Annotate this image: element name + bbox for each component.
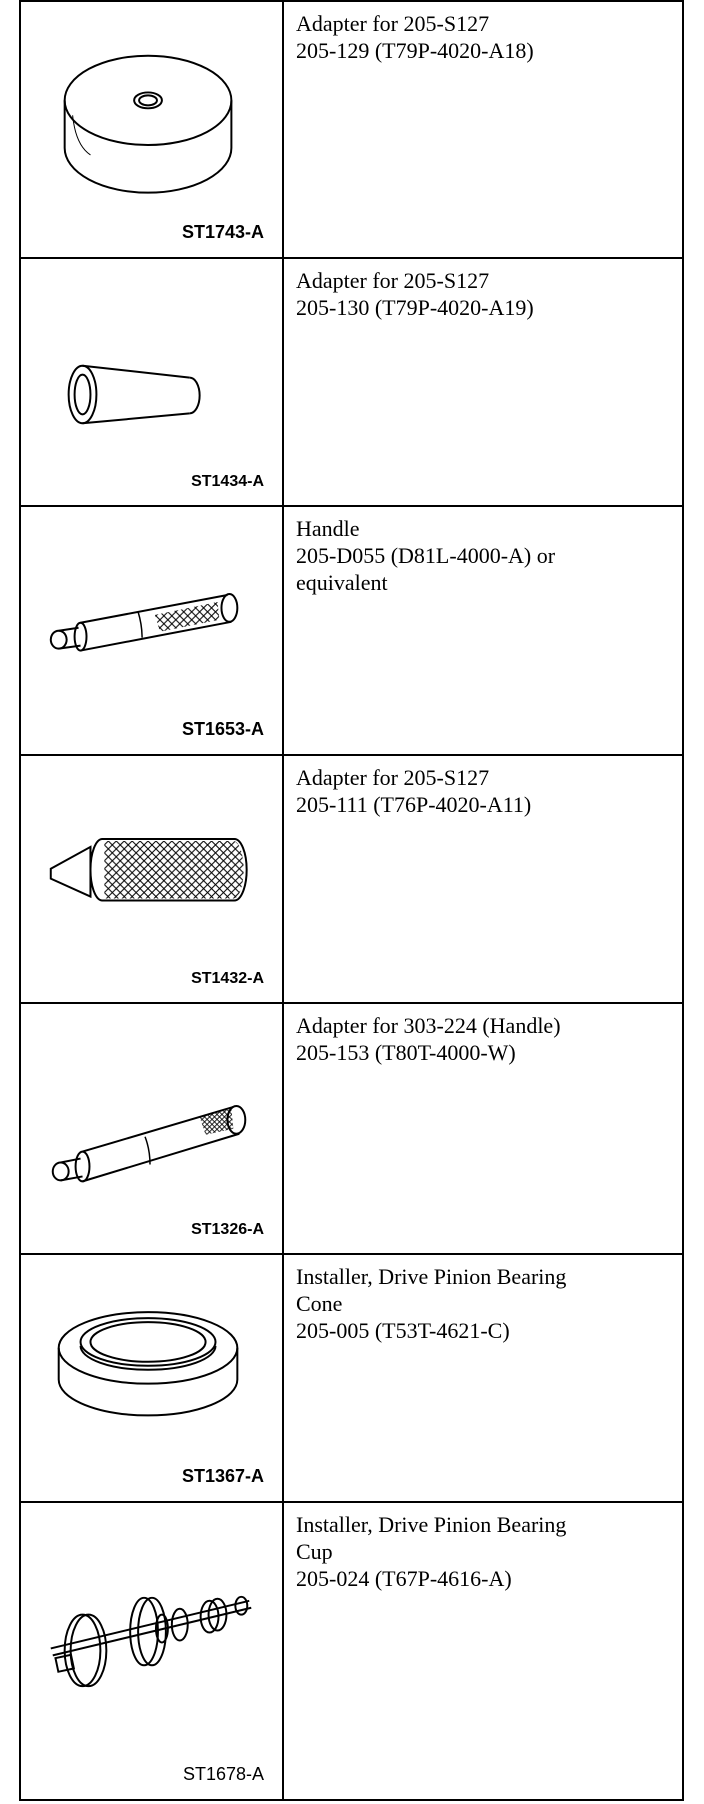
description-line: Adapter for 205-S127 [296,268,490,294]
tool-description [283,1003,683,1254]
description-line: Installer, Drive Pinion Bearing [296,1512,567,1538]
description-line: equivalent [296,569,388,595]
figure-code: ST1434-A [191,472,264,490]
tool-description [283,1,683,258]
description-line: Cup [296,1539,333,1565]
description-line: 205-129 (T79P-4020-A18) [296,38,534,63]
tool-illustration-cell [20,1254,283,1502]
tool-description [283,755,683,1003]
tool-row [20,1,683,258]
description-line: Installer, Drive Pinion Bearing [296,1263,567,1289]
figure-code: ST1367-A [181,1466,264,1487]
tool-illustration-cell [20,1502,283,1800]
tool-illustration-cell [20,1,283,258]
tool-description [283,1502,683,1800]
bearing-cone-installer-illustration [21,1255,282,1501]
figure-code: ST1678-A [182,1764,264,1784]
figure-code: ST1326-A [191,1220,264,1238]
description-line: 205-111 (T76P-4020-A11) [296,791,532,817]
tool-row [20,506,683,755]
special-tools-table [19,0,684,1801]
description-line: Adapter for 303-224 (Handle) [296,1013,561,1039]
tool-description [283,1254,683,1502]
description-line: 205-005 (T53T-4621-C) [296,1317,510,1343]
description-line: 205-130 (T79P-4020-A19) [296,295,534,321]
figure-code: ST1432-A [191,970,264,988]
tool-row [20,1502,683,1800]
description-line: Handle [296,515,360,541]
description-line: 205-153 (T80T-4000-W) [296,1040,516,1066]
description-line: Adapter for 205-S127 [296,764,490,790]
figure-code: ST1743-A [181,222,264,243]
description-line: 205-024 (T67P-4616-A) [296,1566,512,1592]
tapered-adapter-illustration [21,259,282,504]
tool-illustration-cell [20,258,283,505]
handle-adapter-illustration [21,1004,282,1253]
tool-illustration-cell [20,506,283,755]
tool-row [20,1254,683,1502]
tool-row [20,755,683,1003]
tool-illustration-cell [20,755,283,1003]
bearing-cup-installer-illustration [21,1503,282,1799]
tool-illustration-cell [20,1003,283,1254]
figure-code: ST1653-A [181,718,264,739]
tool-description [283,506,683,755]
tool-row [20,258,683,505]
adapter-disc-illustration [21,2,282,257]
handle-illustration [21,507,282,754]
description-line: Adapter for 205-S127 [296,11,490,36]
tool-description [283,258,683,505]
description-line: 205-D055 (D81L-4000-A) or [296,542,556,568]
description-line: Cone [296,1290,343,1316]
tool-row [20,1003,683,1254]
knurled-adapter-illustration [21,756,282,1002]
